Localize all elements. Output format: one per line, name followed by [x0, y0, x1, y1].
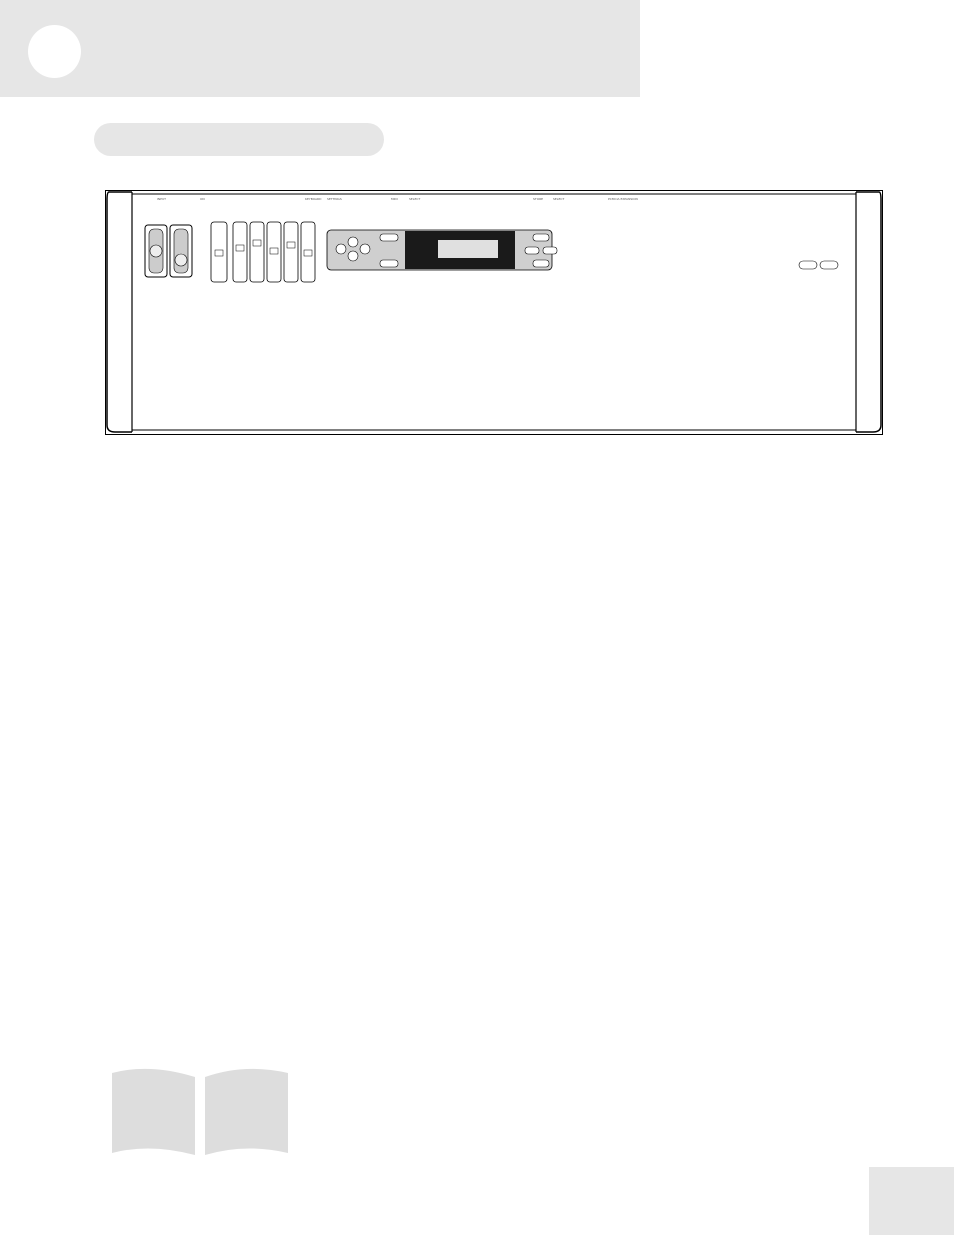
- svg-text:KEYBOARD: KEYBOARD: [305, 197, 322, 201]
- svg-text:ON: ON: [200, 197, 205, 201]
- svg-text:INPUT: INPUT: [157, 197, 166, 201]
- header-band: [0, 0, 640, 97]
- page-number: [869, 1167, 954, 1235]
- body-text: [107, 450, 682, 472]
- svg-text:PCMCIA EXPANSION: PCMCIA EXPANSION: [608, 197, 638, 201]
- svg-text:SELECT: SELECT: [409, 197, 421, 201]
- chapter-number: [28, 25, 81, 78]
- svg-text:MIDI: MIDI: [391, 197, 398, 201]
- section-pill: [94, 123, 384, 156]
- open-book-icon: [110, 1065, 290, 1160]
- svg-text:STORE: STORE: [533, 197, 544, 201]
- keyboard-front-panel-illustration: [105, 190, 883, 435]
- svg-text:SETTINGS: SETTINGS: [327, 197, 342, 201]
- modulation-wheel: [170, 225, 192, 277]
- pitch-wheel: [145, 225, 167, 277]
- svg-text:SELECT: SELECT: [553, 197, 565, 201]
